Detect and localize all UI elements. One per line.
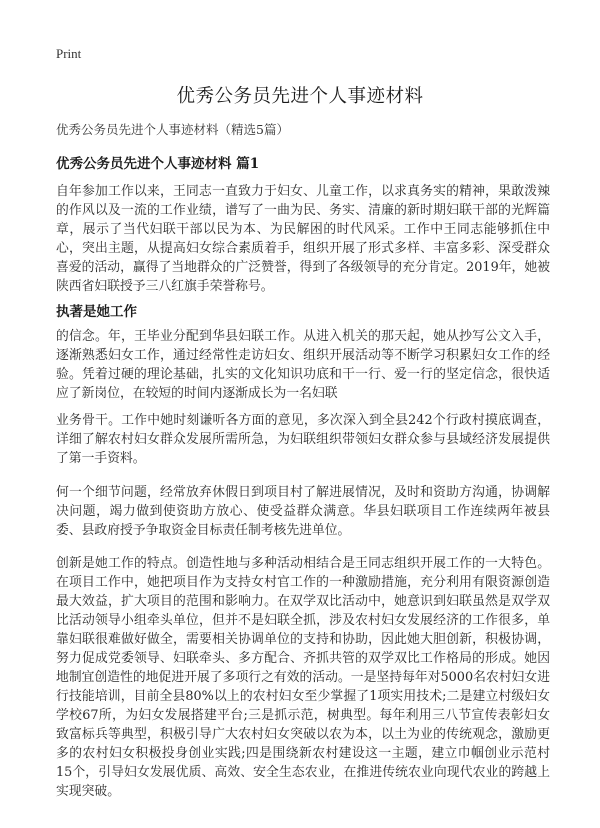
paragraph-1: 自年参加工作以来，王同志一直致力于妇女、儿童工作，以求真务实的精神，果敢泼辣的作风以及一流的工作业绩，谱写了一曲为民、务实、清廉的新时期妇联干部的光辉篇章，展示了当代妇联干部以民为本、为民解困的时代风采。工作中王同志能够抓住中心，突出主题，从提高妇女综合素质着手，组织开展了形式多样、丰富多彩、深受群众喜爱的活动，赢得了当地群众的广泛赞誉，得到了各级领导的充分肯定。2019年，她被陕西省妇联授予三八红旗手荣誉称号。 [56, 184, 550, 294]
paragraph-5: 创新是她工作的特点。创造性地与多种活动相结合是王同志组织开展工作的一大特色。在项目工作中，她把项目作为支持女村官工作的一种激励措施，充分利用有限资源创造最大效益，扩大项目的范围和影响力。在双学双比活动中，她意识到妇联虽然是双学双比活动领导小组牵头单位，但并不是妇联全抓，涉及农村妇女发展经济的工作很多，单靠妇联很难做好做全，需要相关协调单位的支持和协助，因此她大胆创新，积极协调，努力促成党委领导、妇联牵头、多方配合、齐抓共管的双学双比工作格局的形成。她因地制宜创造性的地促进开展了多项行之有效的活动。一是坚持每年对5000名农村妇女进行技能培训，目前全县80%以上的农村妇女至少掌握了1项实用技术;二是建立村级妇女学校67所，为妇女发展搭建平台;三是抓示范，树典型。每年利用三八节宣传表彰妇女致富标兵等典型，积极引导广大农村妇女突破以农为本，以土为业的传统观念，激励更多的农村妇女积极投身创业实践;四是围绕新农村建设这一主题，建立巾帼创业示范村15个，引导妇女发展优质、高效、安全生态农业，在推进传统农业向现代农业的跨越上实现突破。 [56, 556, 550, 799]
paragraph-4: 何一个细节问题，经常放弃休假日到项目村了解进展情况，及时和资助方沟通，协调解决问题，竭力做到使资助方放心、使受益群众满意。华县妇联项目工作连续两年被县委、县政府授予争取资金目标责任制考核先进单位。 [56, 485, 550, 538]
section-heading-1: 优秀公务员先进个人事迹材料 篇1 [56, 156, 260, 172]
document-title: 优秀公务员先进个人事迹材料 [176, 86, 424, 107]
print-label[interactable]: Print [56, 46, 82, 61]
section-heading-2: 执著是她工作 [56, 304, 137, 320]
paragraph-3: 业务骨干。工作中她时刻谦听各方面的意见，多次深入到全县242个行政村摸底调查，详细了解农村妇女群众发展所需所急，为妇联组织带领妇女群众参与县域经济发展提供了第一手资料。 [56, 413, 550, 466]
document-subtitle: 优秀公务员先进个人事迹材料（精选5篇） [56, 122, 289, 137]
paragraph-2: 的信念。年，王毕业分配到华县妇联工作。从进入机关的那天起，她从抄写公文入手，逐渐熟悉妇女工作，通过经常性走访妇女、组织开展活动等不断学习积累妇女工作的经验。凭着过硬的理论基础，扎实的文化知识功底和干一行、爱一行的坚定信念，很快适应了新岗位，在较短的时间内逐渐成长为一名妇联 [56, 329, 550, 401]
